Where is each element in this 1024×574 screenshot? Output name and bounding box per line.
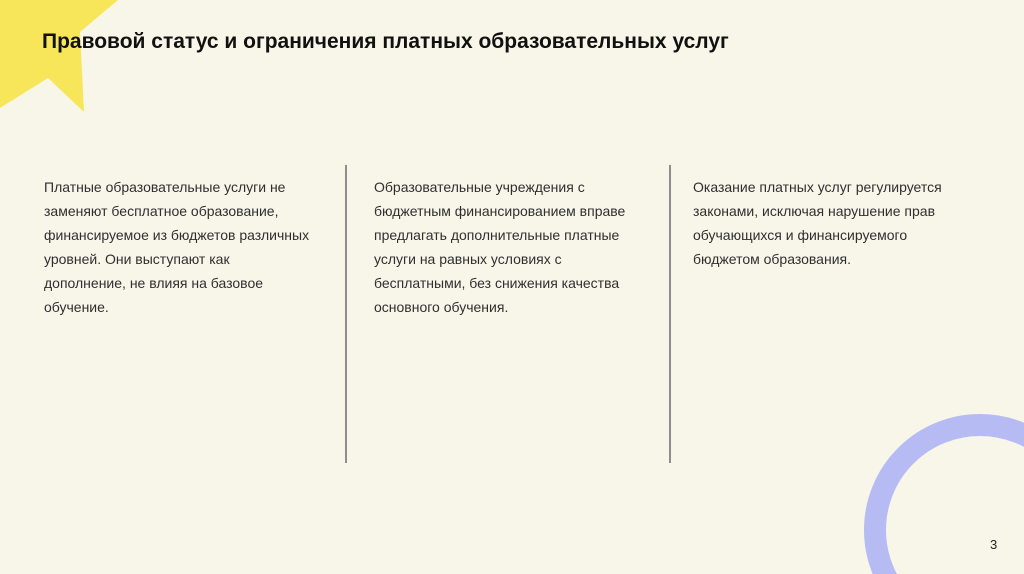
star-decoration-icon — [0, 0, 120, 120]
column-divider-2 — [669, 165, 671, 463]
column-text-3: Оказание платных услуг регулируется законами, исключая нарушение прав обучающихся и финансируемого бюджетом образования. — [693, 179, 942, 267]
slide-title: Правовой статус и ограничения платных образовательных услуг — [42, 30, 729, 53]
column-divider-1 — [345, 165, 347, 463]
column-text-1: Платные образовательные услуги не заменяют бесплатное образование, финансируемое из бюджетов различных уровней. Они выступают как дополнение, не влияя на базовое обучение. — [44, 179, 310, 315]
ring-decoration-icon — [860, 410, 1024, 574]
page-number: 3 — [990, 537, 998, 552]
column-text-2: Образовательные учреждения с бюджетным финансированием вправе предлагать дополнительные платные услуги на равных условиях с бесплатными, без снижения качества основного обучения. — [374, 179, 626, 315]
